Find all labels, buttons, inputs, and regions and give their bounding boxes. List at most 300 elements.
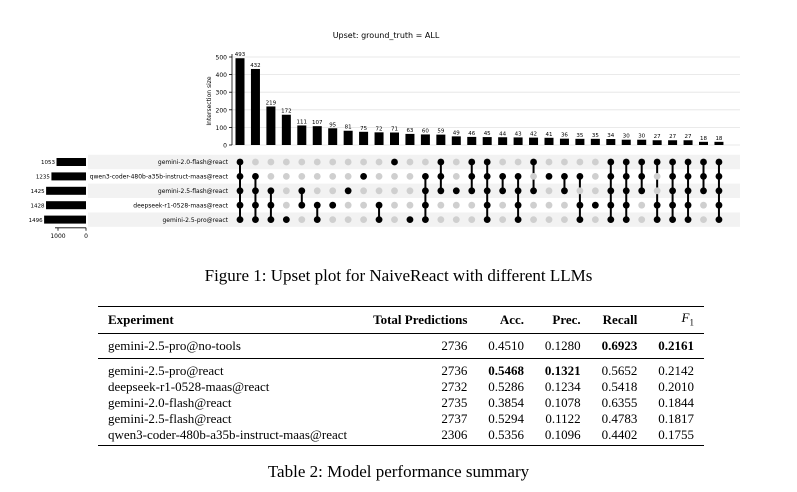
matrix-dot-empty bbox=[407, 159, 414, 166]
matrix-dot-empty bbox=[345, 159, 352, 166]
matrix-dot-filled bbox=[237, 202, 244, 209]
header-f1-sub: 1 bbox=[689, 317, 694, 328]
cell-recall: 0.4402 bbox=[601, 427, 638, 442]
matrix-dot-empty bbox=[329, 159, 336, 166]
header-total-predictions: Total Predictions bbox=[373, 312, 468, 327]
y-tick-label: 100 bbox=[215, 124, 227, 132]
cell-prec: 0.1078 bbox=[544, 395, 581, 410]
matrix-dot-filled bbox=[700, 173, 707, 180]
matrix-dot-filled bbox=[345, 187, 352, 194]
matrix-dot-empty bbox=[314, 173, 321, 180]
intersection-bar bbox=[313, 126, 322, 145]
set-size-value: 1425 bbox=[30, 189, 45, 195]
bar-value-label: 60 bbox=[421, 128, 429, 135]
matrix-dot-filled bbox=[422, 216, 429, 223]
bar-value-label: 111 bbox=[296, 119, 308, 126]
matrix-dot-empty bbox=[654, 173, 661, 180]
cell-experiment: gemini-2.5-flash@react bbox=[108, 411, 232, 426]
matrix-dot-empty bbox=[577, 187, 584, 194]
set-name-label: gemini-2.0-flash@react bbox=[157, 159, 228, 167]
matrix-dot-filled bbox=[592, 202, 599, 209]
matrix-dot-filled bbox=[237, 187, 244, 194]
table-row bbox=[98, 379, 704, 395]
cell-prec: 0.1280 bbox=[544, 338, 581, 353]
intersection-bar bbox=[266, 106, 275, 145]
matrix-dot-empty bbox=[468, 216, 475, 223]
matrix-dot-filled bbox=[669, 159, 676, 166]
matrix-dot-filled bbox=[237, 173, 244, 180]
matrix-dot-empty bbox=[391, 202, 398, 209]
matrix-dot-filled bbox=[252, 202, 259, 209]
set-size-bar bbox=[46, 187, 86, 195]
cell-experiment: gemini-2.5-pro@no-tools bbox=[108, 338, 241, 353]
bar-value-label: 493 bbox=[234, 52, 246, 59]
matrix-dot-filled bbox=[623, 216, 630, 223]
header-f1-letter: F bbox=[681, 309, 690, 325]
matrix-dot-filled bbox=[298, 202, 305, 209]
intersection-bar bbox=[529, 138, 538, 145]
cell-prec: 0.1321 bbox=[544, 363, 581, 378]
header-recall: Recall bbox=[602, 312, 638, 327]
matrix-dot-empty bbox=[499, 216, 506, 223]
cell-total: 2306 bbox=[441, 427, 468, 442]
matrix-dot-filled bbox=[237, 159, 244, 166]
cell-f1: 0.2142 bbox=[658, 363, 694, 378]
matrix-dot-empty bbox=[592, 173, 599, 180]
cell-total: 2736 bbox=[441, 363, 468, 378]
table-row-baseline bbox=[98, 334, 704, 359]
bar-value-label: 18 bbox=[715, 135, 723, 142]
set-name-label: qwen3-coder-480b-a35b-instruct-maas@react bbox=[89, 173, 228, 181]
matrix-dot-filled bbox=[669, 216, 676, 223]
matrix-dot-filled bbox=[561, 173, 568, 180]
matrix-dot-empty bbox=[376, 173, 383, 180]
intersection-bar bbox=[622, 140, 631, 145]
intersection-bar bbox=[483, 137, 492, 145]
bar-value-label: 41 bbox=[545, 131, 553, 138]
intersection-bar bbox=[498, 137, 507, 145]
intersection-bar bbox=[359, 132, 368, 145]
bar-value-label: 30 bbox=[638, 133, 646, 140]
set-size-bar bbox=[57, 158, 86, 166]
bar-value-label: 27 bbox=[669, 134, 677, 141]
matrix-dot-filled bbox=[700, 159, 707, 166]
matrix-dot-empty bbox=[499, 202, 506, 209]
matrix-dot-filled bbox=[577, 216, 584, 223]
matrix-dot-empty bbox=[407, 173, 414, 180]
matrix-dot-filled bbox=[268, 202, 275, 209]
matrix-dot-filled bbox=[499, 187, 506, 194]
matrix-dot-filled bbox=[685, 216, 692, 223]
matrix-dot-filled bbox=[716, 187, 723, 194]
matrix-dot-empty bbox=[468, 202, 475, 209]
bar-value-label: 63 bbox=[406, 127, 414, 134]
matrix-dot-filled bbox=[437, 187, 444, 194]
intersection-bar bbox=[560, 139, 569, 145]
table-header-row bbox=[98, 307, 704, 334]
matrix-dot-empty bbox=[700, 202, 707, 209]
cell-f1: 0.1755 bbox=[658, 427, 694, 442]
chart-title: Upset: ground_truth = ALL bbox=[332, 31, 440, 40]
cell-total: 2735 bbox=[441, 395, 468, 410]
intersection-bar bbox=[452, 136, 461, 145]
matrix-dot-empty bbox=[283, 202, 290, 209]
cell-experiment: gemini-2.0-flash@react bbox=[108, 395, 232, 410]
matrix-dot-empty bbox=[329, 216, 336, 223]
matrix-dot-filled bbox=[685, 187, 692, 194]
matrix-dot-empty bbox=[391, 173, 398, 180]
matrix-dot-empty bbox=[391, 216, 398, 223]
matrix-dot-filled bbox=[468, 159, 475, 166]
set-size-value: 1428 bbox=[30, 203, 45, 210]
bar-value-label: 49 bbox=[452, 130, 460, 137]
bar-value-label: 42 bbox=[530, 131, 538, 138]
table-row bbox=[98, 411, 704, 427]
bar-value-label: 27 bbox=[684, 134, 692, 141]
header-accuracy: Acc. bbox=[499, 312, 525, 327]
matrix-dot-filled bbox=[453, 187, 460, 194]
matrix-dot-empty bbox=[283, 159, 290, 166]
set-size-value: 1496 bbox=[28, 217, 43, 224]
table-row bbox=[98, 359, 704, 380]
matrix-dot-empty bbox=[530, 173, 537, 180]
matrix-dot-empty bbox=[453, 173, 460, 180]
matrix-dot-empty bbox=[638, 202, 645, 209]
matrix-dot-filled bbox=[422, 173, 429, 180]
matrix-dot-filled bbox=[268, 216, 275, 223]
matrix-dot-filled bbox=[577, 202, 584, 209]
matrix-dot-empty bbox=[453, 159, 460, 166]
matrix-dot-filled bbox=[252, 187, 259, 194]
cell-total: 2736 bbox=[441, 338, 468, 353]
set-size-bar bbox=[51, 172, 86, 180]
matrix-dot-filled bbox=[607, 187, 614, 194]
y-axis-label: Intersection size bbox=[206, 76, 213, 126]
bar-value-label: 30 bbox=[622, 133, 630, 140]
matrix-dot-filled bbox=[561, 187, 568, 194]
cell-prec: 0.1122 bbox=[545, 411, 581, 426]
matrix-dot-filled bbox=[484, 202, 491, 209]
cell-recall: 0.5652 bbox=[601, 363, 638, 378]
figure-caption: Figure 1: Upset plot for NaiveReact with different LLMs bbox=[204, 266, 593, 285]
matrix-dot-empty bbox=[283, 187, 290, 194]
matrix-dot-empty bbox=[437, 216, 444, 223]
matrix-dot-filled bbox=[515, 173, 522, 180]
set-name-label: gemini-2.5-flash@react bbox=[157, 188, 228, 195]
intersection-bar bbox=[405, 134, 414, 145]
bar-value-label: 35 bbox=[591, 132, 599, 139]
matrix-dot-filled bbox=[515, 216, 522, 223]
matrix-dot-filled bbox=[638, 159, 645, 166]
matrix-dot-filled bbox=[669, 173, 676, 180]
matrix-dot-empty bbox=[592, 159, 599, 166]
matrix-dot-empty bbox=[360, 202, 367, 209]
matrix-dot-filled bbox=[484, 187, 491, 194]
matrix-dot-filled bbox=[685, 173, 692, 180]
matrix-dot-empty bbox=[422, 159, 429, 166]
set-size-bars bbox=[29, 158, 229, 240]
set-size-bar bbox=[46, 201, 86, 209]
bar-value-label: 36 bbox=[560, 132, 568, 139]
matrix-dot-filled bbox=[437, 173, 444, 180]
table-caption: Table 2: Model performance summary bbox=[267, 462, 530, 481]
performance-table bbox=[98, 306, 704, 446]
matrix-dot-filled bbox=[314, 216, 321, 223]
matrix-dot-filled bbox=[407, 216, 414, 223]
intersection-bar bbox=[282, 115, 291, 145]
cell-recall: 0.5418 bbox=[601, 379, 638, 394]
matrix-dot-empty bbox=[592, 187, 599, 194]
cell-recall: 0.6355 bbox=[601, 395, 638, 410]
cell-prec: 0.1234 bbox=[544, 379, 581, 394]
matrix-dot-empty bbox=[530, 202, 537, 209]
matrix-dot-filled bbox=[515, 202, 522, 209]
cell-acc: 0.4510 bbox=[488, 338, 525, 353]
matrix-dot-filled bbox=[329, 202, 336, 209]
bar-value-label: 18 bbox=[700, 135, 707, 142]
matrix-dot-empty bbox=[329, 187, 336, 194]
intersection-bar bbox=[699, 142, 708, 145]
bar-value-label: 72 bbox=[375, 126, 383, 133]
matrix-dot-filled bbox=[422, 187, 429, 194]
set-size-bar bbox=[44, 216, 86, 224]
matrix-dot-empty bbox=[453, 202, 460, 209]
matrix-dot-filled bbox=[268, 187, 275, 194]
matrix-dot-filled bbox=[623, 202, 630, 209]
matrix-dot-filled bbox=[298, 187, 305, 194]
intersection-bar bbox=[684, 140, 693, 145]
matrix-dot-empty bbox=[283, 173, 290, 180]
matrix-dot-filled bbox=[515, 187, 522, 194]
matrix-dot-empty bbox=[252, 159, 259, 166]
intersection-bar bbox=[653, 140, 662, 145]
cell-acc: 0.5286 bbox=[488, 379, 525, 394]
matrix-dot-empty bbox=[499, 159, 506, 166]
matrix-dot-empty bbox=[345, 216, 352, 223]
matrix-dot-filled bbox=[484, 159, 491, 166]
y-tick-label: 300 bbox=[215, 89, 227, 97]
matrix-dot-filled bbox=[700, 187, 707, 194]
intersection-bar bbox=[328, 128, 337, 145]
matrix-dot-filled bbox=[669, 202, 676, 209]
matrix-dot-filled bbox=[623, 159, 630, 166]
matrix-dot-empty bbox=[437, 202, 444, 209]
set-name-label: deepseek-r1-0528-maas@react bbox=[133, 202, 228, 210]
matrix-dot-empty bbox=[360, 187, 367, 194]
cell-f1: 0.1817 bbox=[658, 411, 694, 426]
table-row bbox=[98, 427, 704, 446]
matrix-dot-filled bbox=[607, 173, 614, 180]
intersection-bar bbox=[591, 139, 600, 145]
matrix-dot-empty bbox=[298, 159, 305, 166]
matrix-dot-empty bbox=[530, 216, 537, 223]
cell-acc: 0.5294 bbox=[488, 411, 525, 426]
matrix-dot-empty bbox=[391, 187, 398, 194]
matrix-dot-empty bbox=[546, 159, 553, 166]
y-tick-label: 0 bbox=[223, 142, 227, 150]
matrix-dot-filled bbox=[530, 187, 537, 194]
matrix-dot-filled bbox=[546, 173, 553, 180]
matrix-dot-filled bbox=[468, 173, 475, 180]
cell-acc: 0.5468 bbox=[488, 363, 525, 378]
matrix-dot-empty bbox=[268, 159, 275, 166]
matrix-dot-filled bbox=[607, 216, 614, 223]
y-tick-label: 400 bbox=[215, 72, 227, 80]
bar-value-label: 432 bbox=[250, 62, 261, 69]
matrix-dot-empty bbox=[577, 159, 584, 166]
matrix-dot-filled bbox=[654, 216, 661, 223]
matrix-dot-filled bbox=[391, 159, 398, 166]
matrix-dot-empty bbox=[360, 159, 367, 166]
matrix-dot-filled bbox=[252, 173, 259, 180]
matrix-dot-empty bbox=[561, 216, 568, 223]
matrix-dot-filled bbox=[468, 187, 475, 194]
cell-f1: 0.1844 bbox=[658, 395, 694, 410]
matrix-dot-empty bbox=[546, 216, 553, 223]
matrix-dot-empty bbox=[376, 187, 383, 194]
matrix-dot-empty bbox=[546, 202, 553, 209]
matrix-dot-empty bbox=[345, 173, 352, 180]
set-size-tick-label: 1000 bbox=[50, 232, 66, 240]
intersection-bar bbox=[668, 140, 677, 145]
matrix-dot-filled bbox=[716, 202, 723, 209]
set-size-value: 1235 bbox=[35, 174, 50, 181]
matrix-dot-filled bbox=[499, 173, 506, 180]
matrix-dot-empty bbox=[360, 216, 367, 223]
matrix-dot-empty bbox=[268, 173, 275, 180]
y-tick-label: 500 bbox=[215, 54, 227, 62]
matrix-dot-filled bbox=[716, 173, 723, 180]
intersection-bar bbox=[575, 139, 584, 145]
matrix-dot-filled bbox=[607, 159, 614, 166]
cell-total: 2737 bbox=[441, 411, 468, 426]
matrix-dot-empty bbox=[329, 173, 336, 180]
matrix-dot-empty bbox=[654, 187, 661, 194]
matrix-dot-filled bbox=[607, 202, 614, 209]
intersection-bar bbox=[251, 69, 260, 145]
matrix-dot-filled bbox=[376, 202, 383, 209]
bar-value-label: 107 bbox=[312, 120, 323, 127]
matrix-dot-empty bbox=[700, 216, 707, 223]
matrix-dot-filled bbox=[283, 216, 290, 223]
matrix-dot-filled bbox=[530, 159, 537, 166]
intersection-bar bbox=[637, 140, 646, 145]
bar-value-label: 44 bbox=[499, 131, 507, 138]
bar-value-label: 45 bbox=[483, 131, 491, 138]
matrix-dot-filled bbox=[654, 202, 661, 209]
matrix-dot-filled bbox=[669, 187, 676, 194]
bar-value-label: 95 bbox=[329, 122, 337, 129]
bar-value-label: 27 bbox=[653, 134, 661, 141]
matrix-dot-empty bbox=[561, 202, 568, 209]
matrix-dot-empty bbox=[407, 202, 414, 209]
intersection-bar bbox=[436, 135, 445, 145]
intersection-bar bbox=[545, 138, 554, 145]
intersection-bar bbox=[421, 134, 430, 145]
intersection-bar bbox=[467, 137, 476, 145]
matrix-dot-empty bbox=[314, 159, 321, 166]
intersection-bar bbox=[514, 137, 523, 145]
header-precision: Prec. bbox=[552, 312, 581, 327]
matrix-dot-filled bbox=[484, 173, 491, 180]
bar-value-label: 172 bbox=[281, 108, 292, 115]
y-tick-label: 200 bbox=[215, 107, 227, 115]
set-name-label: gemini-2.5-pro@react bbox=[162, 216, 228, 224]
matrix-dot-empty bbox=[376, 159, 383, 166]
header-f1 bbox=[647, 307, 704, 334]
cell-recall: 0.4783 bbox=[601, 411, 638, 426]
table-row bbox=[98, 395, 704, 411]
matrix-dot-filled bbox=[376, 216, 383, 223]
set-size-tick-label: 0 bbox=[84, 232, 88, 240]
bar-value-label: 81 bbox=[344, 124, 352, 131]
bar-value-label: 219 bbox=[265, 100, 277, 107]
bar-value-label: 34 bbox=[607, 133, 615, 140]
matrix-dot-filled bbox=[654, 159, 661, 166]
intersection-bars bbox=[206, 52, 740, 149]
bar-value-label: 46 bbox=[468, 130, 476, 137]
bar-value-label: 59 bbox=[437, 128, 445, 135]
matrix-dot-filled bbox=[623, 187, 630, 194]
matrix-dot-filled bbox=[252, 216, 259, 223]
matrix-dot-empty bbox=[638, 216, 645, 223]
intersection-bar bbox=[390, 133, 399, 145]
intersection-bar bbox=[606, 139, 615, 145]
intersection-bar bbox=[714, 142, 723, 145]
matrix-dot-filled bbox=[716, 159, 723, 166]
cell-total: 2732 bbox=[441, 379, 468, 394]
cell-experiment: gemini-2.5-pro@react bbox=[108, 363, 224, 378]
matrix-dot-empty bbox=[298, 216, 305, 223]
matrix-dot-filled bbox=[638, 173, 645, 180]
bar-value-label: 35 bbox=[576, 132, 584, 139]
bar-value-label: 71 bbox=[391, 126, 398, 133]
matrix-dot-filled bbox=[685, 202, 692, 209]
intersection-bar bbox=[344, 131, 353, 145]
matrix-dot-filled bbox=[716, 216, 723, 223]
matrix-dot-empty bbox=[592, 216, 599, 223]
matrix-dot-empty bbox=[515, 159, 522, 166]
matrix-dot-filled bbox=[484, 216, 491, 223]
cell-experiment: deepseek-r1-0528-maas@react bbox=[108, 379, 270, 394]
matrix-dot-filled bbox=[360, 173, 367, 180]
matrix-dot-filled bbox=[638, 187, 645, 194]
matrix-dot-empty bbox=[407, 187, 414, 194]
cell-acc: 0.3854 bbox=[488, 395, 525, 410]
matrix-dot-empty bbox=[453, 216, 460, 223]
intersection-bar bbox=[297, 125, 306, 145]
set-size-value: 1053 bbox=[41, 160, 56, 167]
intersection-bar bbox=[375, 132, 384, 145]
cell-recall: 0.6923 bbox=[601, 338, 638, 353]
cell-f1: 0.2010 bbox=[658, 379, 694, 394]
matrix-dot-filled bbox=[577, 173, 584, 180]
matrix-dot-filled bbox=[237, 216, 244, 223]
cell-prec: 0.1096 bbox=[544, 427, 581, 442]
matrix-dot-filled bbox=[314, 202, 321, 209]
matrix-dot-filled bbox=[422, 202, 429, 209]
bar-value-label: 75 bbox=[360, 125, 368, 132]
header-experiment: Experiment bbox=[108, 312, 174, 327]
matrix-dot-filled bbox=[685, 159, 692, 166]
matrix-dot-empty bbox=[298, 173, 305, 180]
matrix-dot-empty bbox=[561, 159, 568, 166]
matrix-dot-filled bbox=[437, 159, 444, 166]
intersection-bar bbox=[236, 58, 245, 145]
matrix-dot-empty bbox=[345, 202, 352, 209]
matrix-dot-empty bbox=[314, 187, 321, 194]
cell-acc: 0.5356 bbox=[488, 427, 525, 442]
